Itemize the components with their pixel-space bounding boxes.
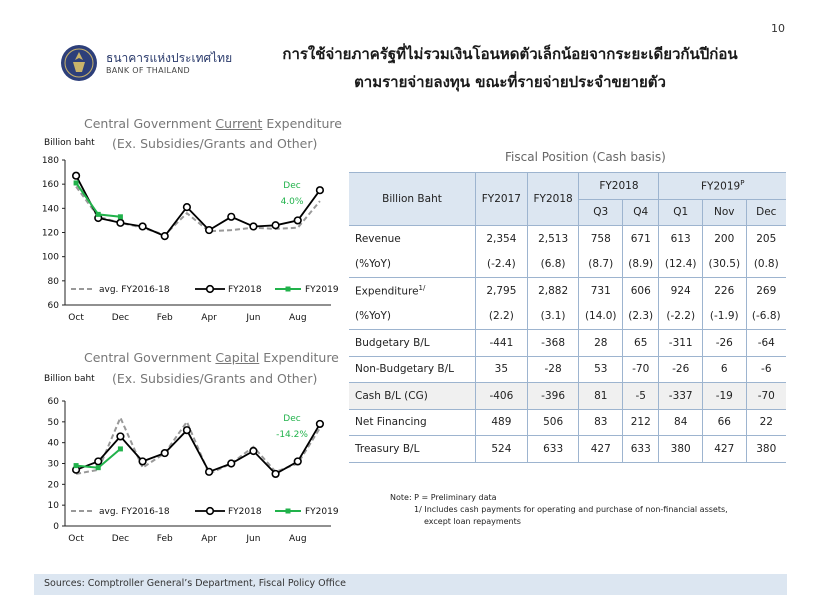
table-row	[349, 383, 786, 410]
legend-label-avg: avg. FY2016-18	[99, 285, 170, 295]
table-cell: 212	[623, 409, 659, 436]
fy2018-point	[294, 217, 301, 224]
fy2018-point	[206, 227, 213, 234]
y-tick-label: 80	[47, 276, 59, 287]
fy2018-point	[161, 450, 168, 457]
table-cell: -6	[746, 356, 786, 383]
table-cell: 731	[579, 278, 623, 304]
table-row	[349, 304, 786, 330]
chart-current-title: Central Government Current Expenditure	[84, 116, 342, 131]
table-cell: 380	[746, 436, 786, 463]
legend-marker-fy2018	[207, 508, 214, 515]
sources-footer	[34, 574, 787, 595]
x-tick-label: Aug	[288, 534, 307, 544]
table-cell: (8.9)	[623, 252, 659, 278]
table-cell: 200	[702, 226, 746, 252]
chart-capital-ylabel: Billion baht	[44, 374, 95, 384]
y-tick-label: 60	[47, 397, 59, 407]
table-row	[349, 436, 786, 463]
table-cell: -396	[527, 383, 579, 410]
fy2019-point	[118, 446, 123, 451]
table-row	[349, 226, 786, 252]
fy2018-point	[272, 222, 279, 229]
y-tick-label: 180	[41, 156, 59, 166]
fy2018-point	[117, 433, 124, 440]
table-cell: 613	[659, 226, 703, 252]
title-line-2: ตามรายจ่ายลงทุน ขณะที่รายจ่ายประจำขยายตัว	[354, 73, 666, 91]
chart-capital-title: Central Government Capital Expenditure	[84, 350, 339, 365]
table-cell: -337	[659, 383, 703, 410]
table-cell: 28	[579, 330, 623, 357]
table-cell: (-1.9)	[702, 304, 746, 330]
y-tick-label: 100	[41, 252, 59, 263]
y-tick-label: 40	[47, 438, 59, 449]
table-cell: (-2.2)	[659, 304, 703, 330]
table-cell: 35	[476, 356, 528, 383]
x-tick-label: Apr	[201, 534, 217, 544]
x-tick-label: Oct	[68, 313, 84, 323]
org-name-english: BANK OF THAILAND	[106, 66, 190, 75]
subheader-nov: Nov	[702, 199, 746, 226]
x-tick-label: Feb	[156, 534, 173, 544]
y-tick-label: 10	[47, 501, 59, 512]
table-cell: 84	[659, 409, 703, 436]
legend-marker-fy2019	[286, 509, 291, 514]
y-tick-label: 120	[41, 228, 59, 239]
fy2018-point	[250, 448, 257, 455]
table-cell: 924	[659, 278, 703, 304]
note-line-3: except loan repayments	[424, 517, 521, 526]
table-cell: 2,513	[527, 226, 579, 252]
table-cell: 83	[579, 409, 623, 436]
title-line-1: การใช้จ่ายภาครัฐที่ไม่รวมเงินโอนหดตัวเล็กน้อยจากระยะเดียวกันปีก่อน	[282, 45, 738, 63]
table-cell: 606	[623, 278, 659, 304]
table-cell: 633	[623, 436, 659, 463]
bank-logo-icon	[60, 44, 98, 82]
y-tick-label: 160	[41, 180, 59, 191]
table-cell: 65	[623, 330, 659, 357]
table-cell: -311	[659, 330, 703, 357]
row-label: Net Financing	[349, 409, 476, 436]
table-cell: 22	[746, 409, 786, 436]
fy2018-point	[184, 427, 191, 434]
table-cell: 205	[746, 226, 786, 252]
subheader-q4: Q4	[623, 199, 659, 226]
fy2018-point	[95, 458, 102, 465]
table-cell: 66	[702, 409, 746, 436]
note-line-2: 1/ Includes cash payments for operating and purchase of non-financial assets,	[414, 505, 728, 514]
table-cell: 53	[579, 356, 623, 383]
row-label: (%YoY)	[349, 304, 476, 330]
table-cell: 524	[476, 436, 528, 463]
table-row	[349, 252, 786, 278]
row-label: (%YoY)	[349, 252, 476, 278]
header-group-fy2018: FY2018	[579, 173, 659, 200]
page-title	[250, 40, 770, 96]
table-cell: (14.0)	[579, 304, 623, 330]
row-label: Budgetary B/L	[349, 330, 476, 357]
table-cell: -5	[623, 383, 659, 410]
annotation-value: -14.2%	[276, 430, 308, 440]
table-cell: 506	[527, 409, 579, 436]
row-label: Treasury B/L	[349, 436, 476, 463]
fy2018-point	[294, 458, 301, 465]
fy2019-point	[74, 463, 79, 468]
legend-label-fy2019: FY2019	[305, 507, 339, 517]
table-cell: 427	[702, 436, 746, 463]
table-cell: (0.8)	[753, 258, 779, 271]
fy2019-point	[96, 465, 101, 470]
note-line-1: Note: P = Preliminary data	[390, 493, 497, 502]
chart-capital-expenditure	[34, 390, 354, 560]
subheader-q3: Q3	[579, 199, 623, 226]
table-cell: -70	[746, 383, 786, 410]
table-cell: (2.3)	[623, 304, 659, 330]
table-cell: 758	[579, 226, 623, 252]
chart-current-expenditure	[34, 150, 354, 340]
table-cell: (2.2)	[476, 304, 528, 330]
legend-label-fy2018: FY2018	[228, 507, 262, 517]
fy2018-point	[317, 421, 324, 428]
fiscal-position-table	[349, 172, 786, 463]
annotation-label: Dec	[283, 414, 301, 424]
x-tick-label: Oct	[68, 534, 84, 544]
table-cell: 2,882	[527, 278, 579, 304]
row-label: Revenue	[349, 226, 476, 252]
table-row	[349, 278, 786, 304]
table-cell: (8.7)	[579, 252, 623, 278]
row-label: Expenditure$^{1/}$	[349, 278, 476, 304]
table-cell: 269	[746, 278, 786, 304]
sources-text: Sources: Comptroller General’s Department, Fiscal Policy Office	[44, 578, 346, 589]
header-fy2018: FY2018	[527, 173, 579, 226]
x-tick-label: Jun	[246, 313, 261, 323]
series-line-dashed	[76, 187, 320, 235]
fy2018-point	[228, 213, 235, 220]
fy2018-point	[139, 458, 146, 465]
fy2018-point	[139, 223, 146, 230]
x-tick-label: Jun	[246, 534, 261, 544]
header-group-fy2019: $FY2019^P$	[659, 173, 786, 200]
table-cell: 427	[579, 436, 623, 463]
table-cell: -64	[746, 330, 786, 357]
table-title: Fiscal Position (Cash basis)	[505, 150, 666, 164]
x-tick-label: Apr	[201, 313, 217, 323]
legend-label-fy2018: FY2018	[228, 285, 262, 295]
table-row	[349, 356, 786, 383]
table-cell: 2,795	[476, 278, 528, 304]
table-cell: 489	[476, 409, 528, 436]
y-tick-label: 60	[47, 301, 59, 311]
fy2018-point	[206, 469, 213, 476]
y-tick-label: 50	[47, 417, 59, 428]
table-cell: 2,354	[476, 226, 528, 252]
row-label: Non-Budgetary B/L	[349, 356, 476, 383]
table-cell: -26	[702, 330, 746, 357]
subheader-q1: Q1	[659, 199, 703, 226]
page-number: 10	[771, 22, 785, 35]
x-tick-label: Dec	[111, 313, 130, 323]
annotation-label: Dec	[283, 181, 301, 191]
fy2018-point	[228, 460, 235, 467]
table-row	[349, 330, 786, 357]
x-tick-label: Dec	[111, 534, 130, 544]
table-cell: -70	[623, 356, 659, 383]
table-cell: 633	[527, 436, 579, 463]
legend-marker-fy2019	[286, 287, 291, 292]
table-cell: -28	[527, 356, 579, 383]
table-notes	[390, 492, 728, 528]
table-cell: 671	[623, 226, 659, 252]
table-cell: (6.8)	[527, 252, 579, 278]
y-tick-label: 20	[47, 480, 59, 491]
fy2018-point	[161, 233, 168, 240]
table-cell: (12.4)	[659, 252, 703, 278]
table-cell: (30.5)	[702, 252, 746, 278]
chart-current-subtitle: (Ex. Subsidies/Grants and Other)	[112, 136, 318, 151]
table-cell: 6	[702, 356, 746, 383]
table-cell: -406	[476, 383, 528, 410]
table-cell: (3.1)	[527, 304, 579, 330]
y-tick-label: 140	[41, 204, 59, 215]
org-name-thai: ธนาคารแห่งประเทศไทย	[106, 51, 233, 65]
table-cell: -19	[702, 383, 746, 410]
x-tick-label: Aug	[288, 313, 307, 323]
chart-current-ylabel: Billion baht	[44, 138, 95, 148]
subheader-dec: Dec	[746, 199, 786, 226]
y-tick-label: 30	[47, 459, 59, 470]
x-tick-label: Feb	[156, 313, 173, 323]
fy2018-point	[184, 204, 191, 211]
table-cell: -368	[527, 330, 579, 357]
fy2018-point	[117, 220, 124, 227]
table-cell: 380	[659, 436, 703, 463]
fy2018-point	[73, 172, 80, 179]
table-cell: (-6.8)	[751, 310, 781, 323]
table-cell: 226	[702, 278, 746, 304]
table-row	[349, 409, 786, 436]
legend-marker-fy2018	[207, 286, 214, 293]
table-cell: -441	[476, 330, 528, 357]
y-tick-label: 0	[53, 522, 59, 532]
table-cell: (-2.4)	[476, 252, 528, 278]
fy2019-point	[96, 212, 101, 217]
table-corner-header: Billion Baht	[349, 173, 476, 226]
fy2018-point	[272, 471, 279, 478]
annotation-value: 4.0%	[280, 197, 304, 207]
chart-capital-subtitle: (Ex. Subsidies/Grants and Other)	[112, 371, 318, 386]
table-cell: 81	[579, 383, 623, 410]
fy2019-point	[118, 214, 123, 219]
legend-label-avg: avg. FY2016-18	[99, 507, 170, 517]
fy2019-point	[74, 180, 79, 185]
fy2018-point	[317, 187, 324, 194]
fy2018-point	[250, 223, 257, 230]
row-label: Cash B/L (CG)	[349, 383, 476, 410]
legend-label-fy2019: FY2019	[305, 285, 339, 295]
header-fy2017: FY2017	[476, 173, 528, 226]
table-cell: -26	[659, 356, 703, 383]
